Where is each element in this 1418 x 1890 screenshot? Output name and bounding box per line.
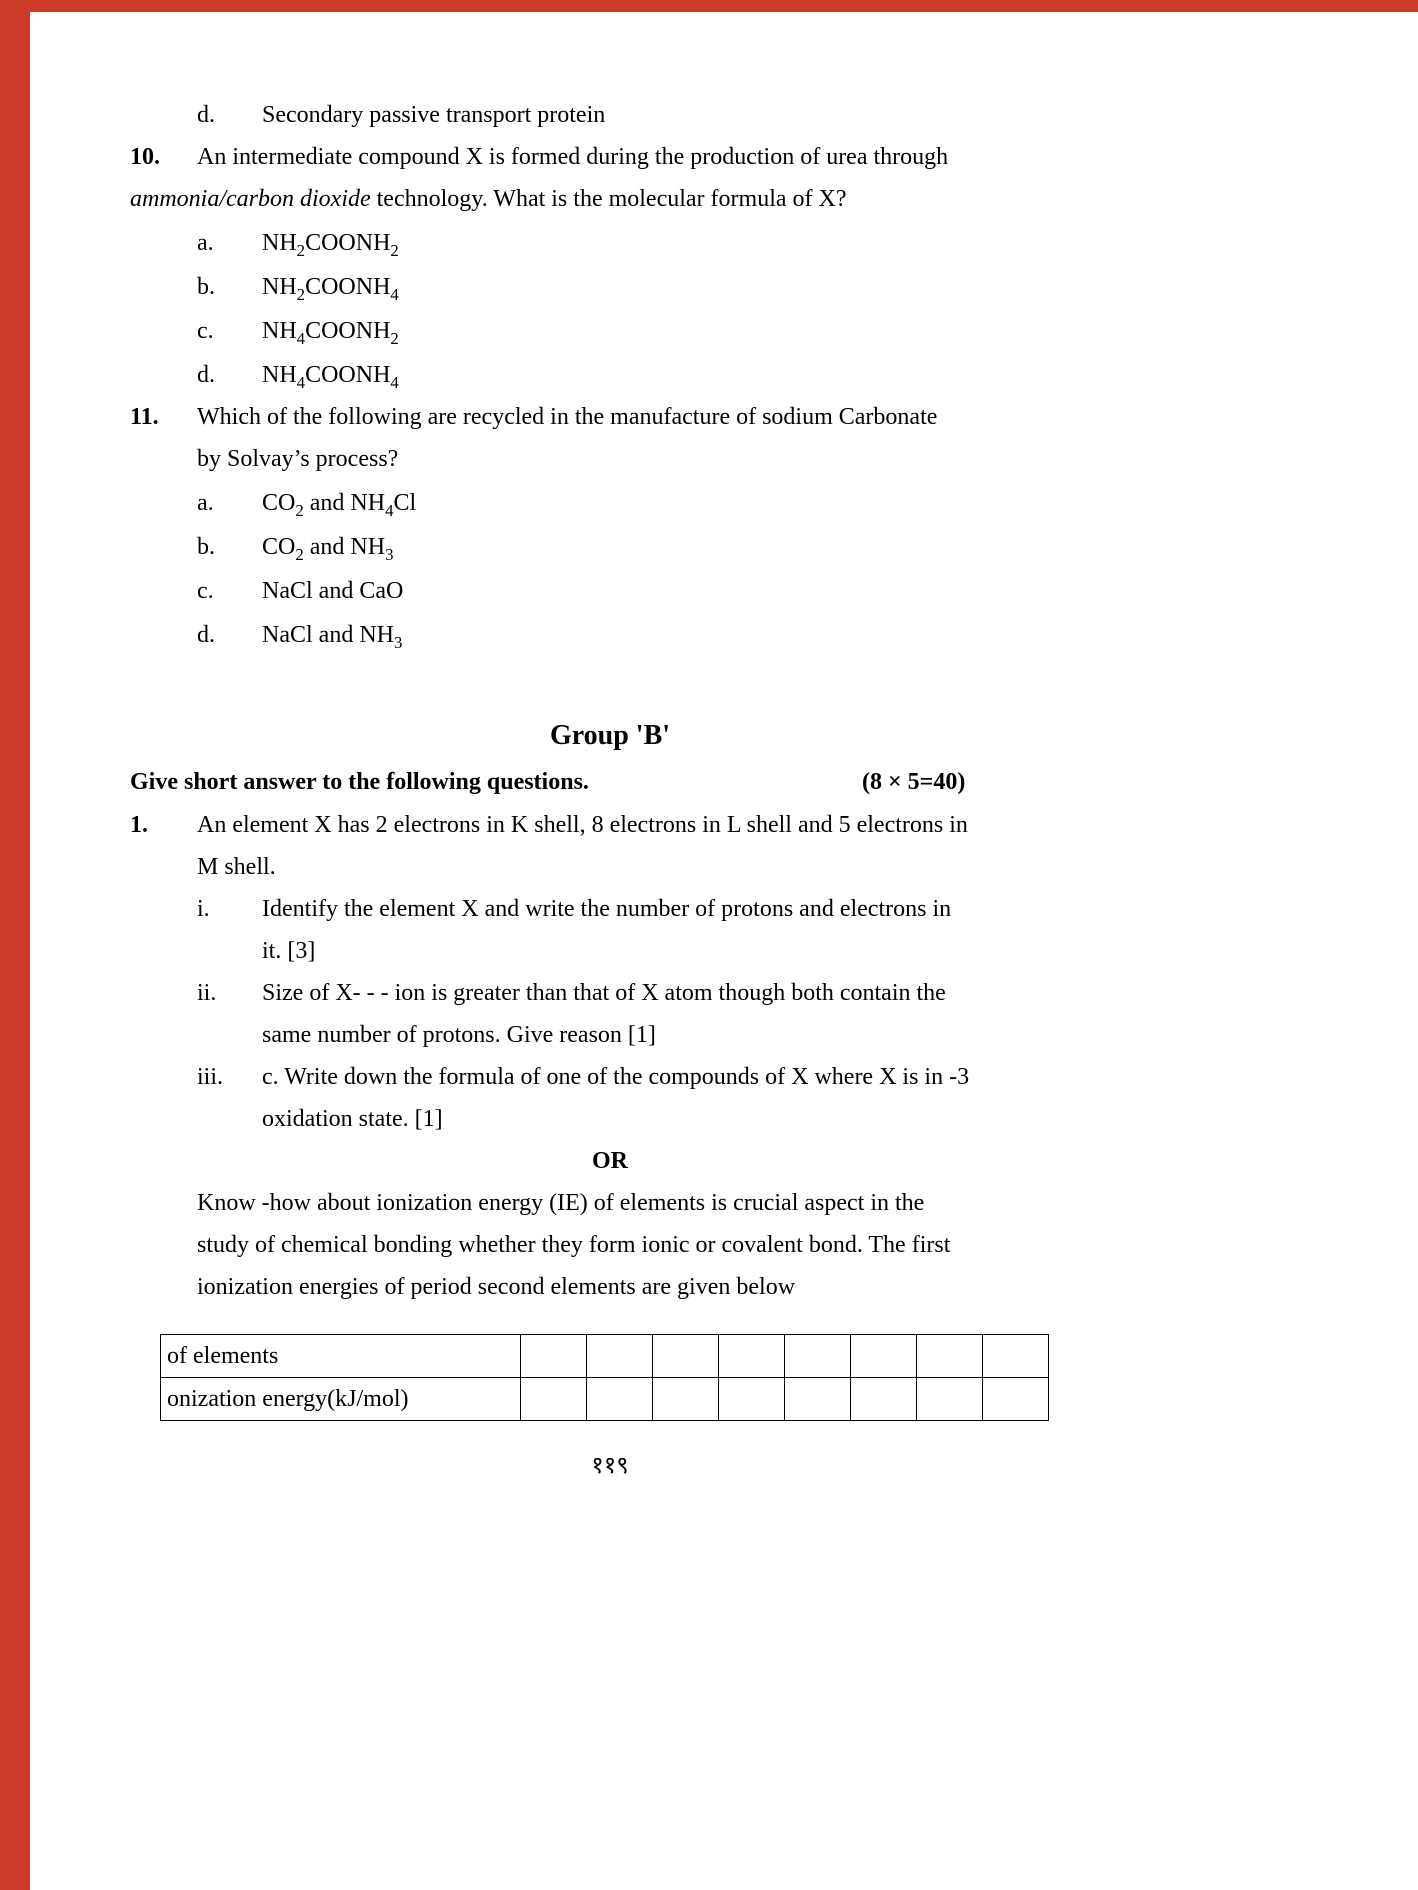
question-1 <box>130 804 1090 846</box>
table-row-label: of elements <box>161 1335 521 1378</box>
paragraph-line: ionization energies of period second elements are given below <box>197 1274 796 1300</box>
instruction-text: Give short answer to the following questions. <box>130 769 589 795</box>
subquestion-ii <box>197 972 1090 1056</box>
formula-text: NH <box>262 318 297 344</box>
option-letter: d. <box>197 102 215 128</box>
option-formula <box>262 570 403 612</box>
option-formula <box>262 222 399 264</box>
formula-text: Cl <box>393 490 417 516</box>
subquestion-line: it. [3] <box>262 938 316 964</box>
formula-text: COONH <box>305 230 391 256</box>
formula-text: NH <box>262 230 297 256</box>
table-empty-cell <box>785 1378 851 1421</box>
red-top-stripe <box>0 0 1418 12</box>
option-row <box>197 570 1090 612</box>
formula-text: CO <box>262 490 296 516</box>
formula-text: and NH <box>303 534 386 560</box>
table-empty-cell <box>587 1335 653 1378</box>
italic-term: ammonia/carbon dioxide <box>130 186 371 212</box>
formula-subscript: 4 <box>390 284 399 304</box>
marks-label: (8 × 5=40) <box>862 769 966 795</box>
option-formula <box>262 482 416 524</box>
formula-text: COONH <box>305 362 391 388</box>
table-empty-cell <box>653 1335 719 1378</box>
subquestion-line: Identify the element X and write the number of protons and electrons in <box>262 896 952 922</box>
paragraph-line: Know -how about ionization energy (IE) of elements is crucial aspect in the <box>197 1190 925 1216</box>
formula-text: COONH <box>305 274 391 300</box>
ionization-energy-table <box>160 1334 1049 1421</box>
subquestion-line: Size of X- - - ion is greater than that of X atom though both contain the <box>262 980 946 1006</box>
table-empty-cell <box>917 1378 983 1421</box>
page-number: ११९ <box>591 1453 629 1479</box>
option-formula <box>262 354 399 396</box>
subquestion-iii <box>197 1056 1090 1140</box>
option-letter: a. <box>197 230 214 256</box>
formula-subscript: 2 <box>390 328 399 348</box>
table-empty-cell <box>851 1335 917 1378</box>
option-row <box>197 94 1090 136</box>
table-empty-cell <box>719 1335 785 1378</box>
option-row <box>197 526 1090 568</box>
option-formula <box>262 310 399 352</box>
table-empty-cell <box>521 1378 587 1421</box>
subquestion-i <box>197 888 1090 972</box>
table-empty-cell <box>983 1335 1049 1378</box>
table-row <box>161 1335 1049 1378</box>
table-row <box>161 1378 1049 1421</box>
option-formula <box>262 526 393 568</box>
formula-subscript: 4 <box>296 372 306 392</box>
subquestion-label: ii. <box>197 980 217 1006</box>
table-empty-cell <box>851 1378 917 1421</box>
or-separator: OR <box>592 1148 628 1174</box>
formula-subscript: 2 <box>296 284 306 304</box>
option-letter: d. <box>197 362 215 388</box>
option-row <box>197 354 1090 396</box>
formula-text: CO <box>262 534 296 560</box>
subquestion-line: c. Write down the formula of one of the compounds of X where X is in -3 <box>262 1064 970 1090</box>
formula-subscript: 4 <box>296 328 306 348</box>
formula-text: and NH <box>303 490 386 516</box>
alternative-question <box>197 1182 1090 1308</box>
option-letter: d. <box>197 622 215 648</box>
question-11 <box>130 396 1090 438</box>
formula-subscript: 2 <box>390 240 399 260</box>
table-empty-cell <box>917 1335 983 1378</box>
subquestion-label: i. <box>197 896 210 922</box>
option-row <box>197 614 1090 656</box>
option-letter: b. <box>197 274 215 300</box>
formula-subscript: 2 <box>296 240 306 260</box>
question-10 <box>130 136 1090 178</box>
question-line-rest: technology. What is the molecular formula of X? <box>370 186 847 212</box>
question-line <box>130 178 1090 220</box>
instruction-line <box>130 760 1090 804</box>
option-letter: c. <box>197 318 214 344</box>
red-left-stripe <box>0 0 30 1890</box>
question-line: An intermediate compound X is formed during the production of urea through <box>197 144 949 170</box>
question-line: An element X has 2 electrons in K shell, 8 electrons in L shell and 5 electrons in <box>197 812 968 838</box>
option-row <box>197 222 1090 264</box>
table-row-label: onization energy(kJ/mol) <box>161 1378 521 1421</box>
subquestion-text <box>262 888 1090 972</box>
table-empty-cell <box>653 1378 719 1421</box>
formula-subscript: 2 <box>295 500 304 520</box>
formula-subscript: 3 <box>393 632 403 652</box>
question-number: 1. <box>130 812 148 838</box>
option-letter: c. <box>197 578 214 604</box>
subquestion-label: iii. <box>197 1064 224 1090</box>
table-empty-cell <box>719 1378 785 1421</box>
subquestion-text <box>262 972 1090 1056</box>
option-formula <box>262 266 399 308</box>
formula-text: NH <box>262 362 297 388</box>
table-empty-cell <box>983 1378 1049 1421</box>
paragraph-line: study of chemical bonding whether they form ionic or covalent bond. The first <box>197 1232 951 1258</box>
option-row <box>197 310 1090 352</box>
document-content <box>130 94 1090 1487</box>
subquestion-line: same number of protons. Give reason [1] <box>262 1022 656 1048</box>
question-line: by Solvay’s process? <box>197 446 399 472</box>
question-number: 11. <box>130 404 159 430</box>
option-row <box>197 482 1090 524</box>
formula-subscript: 4 <box>385 500 394 520</box>
table-empty-cell <box>521 1335 587 1378</box>
option-formula <box>262 614 402 656</box>
formula-text: NaCl and NH <box>262 622 394 648</box>
section-heading: Group 'B' <box>549 720 671 751</box>
formula-text: COONH <box>305 318 391 344</box>
table-empty-cell <box>587 1378 653 1421</box>
formula-text: NaCl and CaO <box>262 578 404 604</box>
subquestion-line: oxidation state. [1] <box>262 1106 443 1132</box>
subquestion-text <box>262 1056 1090 1140</box>
question-number: 10. <box>130 144 160 170</box>
formula-text: NH <box>262 274 297 300</box>
question-line: M shell. <box>197 854 276 880</box>
formula-subscript: 3 <box>385 544 394 564</box>
option-row <box>197 266 1090 308</box>
option-letter: b. <box>197 534 215 560</box>
option-text: Secondary passive transport protein <box>262 102 606 128</box>
option-letter: a. <box>197 490 214 516</box>
formula-subscript: 2 <box>295 544 304 564</box>
formula-subscript: 4 <box>390 372 399 392</box>
table-empty-cell <box>785 1335 851 1378</box>
question-line: Which of the following are recycled in the manufacture of sodium Carbonate <box>197 404 938 430</box>
